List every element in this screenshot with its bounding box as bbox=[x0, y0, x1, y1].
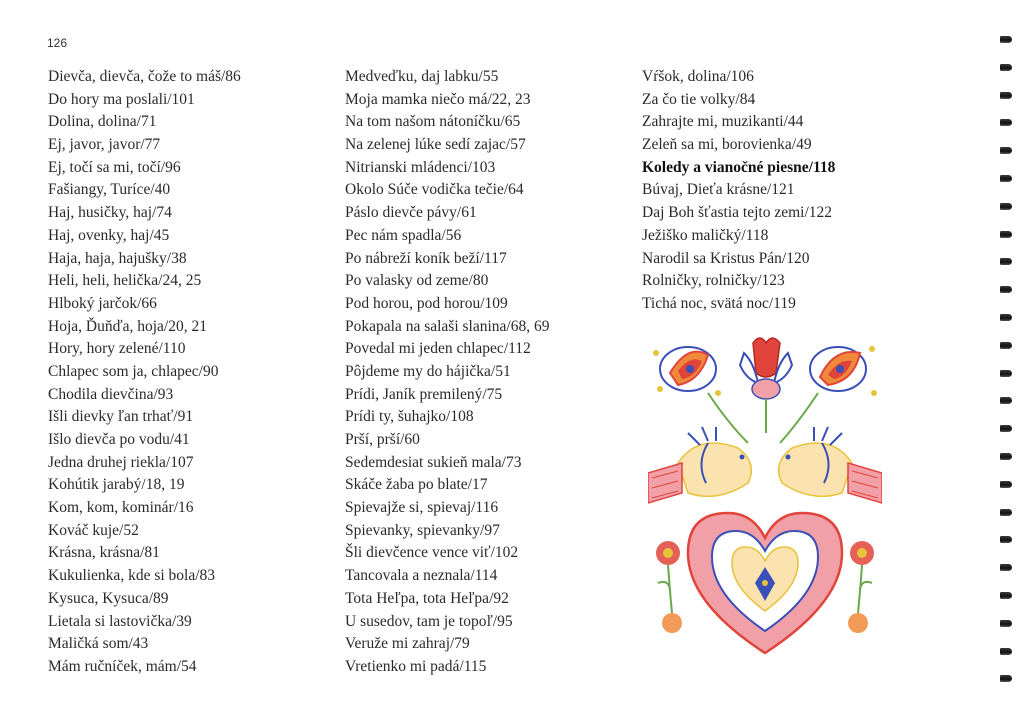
index-entry: Okolo Súče vodička tečie/64 bbox=[345, 181, 524, 199]
index-entry: Hory, hory zelené/110 bbox=[48, 340, 186, 358]
page-number: 126 bbox=[47, 36, 68, 50]
index-entry: Zeleň sa mi, borovienka/49 bbox=[642, 136, 812, 154]
index-column-2 bbox=[345, 66, 549, 679]
binding-ring-icon bbox=[1000, 203, 1012, 210]
index-entry: Veruže mi zahraj/79 bbox=[345, 635, 470, 653]
index-entry: Haj, ovenky, haj/45 bbox=[48, 226, 170, 244]
index-column-1 bbox=[48, 66, 241, 679]
index-entry: Ej, točí sa mi, točí/96 bbox=[48, 158, 181, 176]
index-entry: Prší, prší/60 bbox=[345, 431, 420, 448]
index-entry: Skáče žaba po blate/17 bbox=[345, 476, 488, 494]
index-entry: Tichá noc, svätá noc/119 bbox=[642, 294, 796, 312]
index-entry: Kom, kom, kominár/16 bbox=[48, 499, 194, 517]
index-entry: Tancovala a neznala/114 bbox=[345, 567, 498, 585]
left-bird-icon bbox=[648, 427, 751, 503]
binding-ring-icon bbox=[1000, 92, 1012, 99]
spiral-binding bbox=[994, 0, 1024, 725]
binding-ring-icon bbox=[1000, 147, 1012, 154]
index-entry: Kukulienka, kde si bola/83 bbox=[48, 567, 216, 585]
index-entry: Ježiško maličký/118 bbox=[642, 226, 769, 244]
index-entry: Ej, javor, javor/77 bbox=[48, 136, 161, 154]
index-entry: Dolina, dolina/71 bbox=[48, 113, 157, 131]
index-entry: Zahrajte mi, muzikanti/44 bbox=[642, 113, 804, 131]
binding-ring-icon bbox=[1000, 425, 1012, 432]
binding-ring-icon bbox=[1000, 564, 1012, 571]
index-entry: Kováč kuje/52 bbox=[48, 521, 139, 539]
index-entry: Tota Heľpa, tota Heľpa/92 bbox=[345, 589, 509, 607]
folk-ornament-illustration bbox=[648, 333, 882, 668]
index-entry: Lietala si lastovička/39 bbox=[48, 612, 192, 630]
index-entry: Do hory ma poslali/101 bbox=[48, 90, 195, 108]
index-entry: Medveďku, daj labku/55 bbox=[345, 68, 499, 85]
binding-ring-icon bbox=[1000, 119, 1012, 126]
top-right-flower-icon bbox=[810, 346, 877, 396]
heart-ornament-icon bbox=[688, 513, 842, 653]
index-entry: Chodila dievčina/93 bbox=[48, 385, 174, 403]
binding-ring-icon bbox=[1000, 675, 1012, 682]
index-entry: Spievajže si, spievaj/116 bbox=[345, 499, 499, 517]
binding-ring-icon bbox=[1000, 231, 1012, 238]
index-entry: Vŕšok, dolina/106 bbox=[642, 68, 754, 85]
binding-ring-icon bbox=[1000, 314, 1012, 321]
top-center-tulip-icon bbox=[740, 338, 792, 433]
index-entry: Hoja, Ďuňďa, hoja/20, 21 bbox=[48, 317, 207, 335]
index-entry: Mám ručníček, mám/54 bbox=[48, 657, 197, 675]
index-entry: Vretienko mi padá/115 bbox=[345, 657, 487, 675]
index-entry: Páslo dievče pávy/61 bbox=[345, 204, 477, 222]
index-entry: Dievča, dievča, čože to máš/86 bbox=[48, 68, 241, 85]
index-entry: Spievanky, spievanky/97 bbox=[345, 521, 500, 539]
index-entry: Išli dievky ľan trhať/91 bbox=[48, 408, 194, 426]
index-entry: Povedal mi jeden chlapec/112 bbox=[345, 340, 531, 358]
binding-ring-icon bbox=[1000, 175, 1012, 182]
index-entry: Hlboký jarčok/66 bbox=[48, 294, 157, 312]
index-entry: Daj Boh šťastia tejto zemi/122 bbox=[642, 204, 833, 222]
index-entry: Prídi, Janík premilený/75 bbox=[345, 385, 503, 403]
index-entry: U susedov, tam je topoľ/95 bbox=[345, 612, 513, 630]
binding-ring-icon bbox=[1000, 397, 1012, 404]
binding-ring-icon bbox=[1000, 481, 1012, 488]
index-entry: Pôjdeme my do hájička/51 bbox=[345, 362, 511, 380]
index-entry: Haj, husičky, haj/74 bbox=[48, 204, 172, 222]
binding-ring-icon bbox=[1000, 286, 1012, 293]
index-entry: Po valasky od zeme/80 bbox=[345, 272, 489, 290]
index-entry: Šli dievčence vence viť/102 bbox=[345, 544, 519, 562]
binding-ring-icon bbox=[1000, 36, 1012, 43]
index-entry: Po nábreží koník beží/117 bbox=[345, 249, 507, 267]
index-entry: Krásna, krásna/81 bbox=[48, 544, 160, 562]
index-entry: Pokapala na salaši slanina/68, 69 bbox=[345, 317, 550, 335]
right-bird-icon bbox=[779, 427, 882, 503]
index-entry: Išlo dievča po vodu/41 bbox=[48, 431, 190, 448]
index-entry: Maličká som/43 bbox=[48, 635, 149, 653]
index-entry: Sedemdesiat sukieň mala/73 bbox=[345, 453, 522, 471]
binding-ring-icon bbox=[1000, 453, 1012, 460]
binding-ring-icon bbox=[1000, 64, 1012, 71]
binding-ring-icon bbox=[1000, 258, 1012, 265]
index-entry: Kysuca, Kysuca/89 bbox=[48, 589, 169, 607]
index-entry: Narodil sa Kristus Pán/120 bbox=[642, 249, 810, 267]
top-left-flower-icon bbox=[653, 347, 721, 396]
binding-ring-icon bbox=[1000, 370, 1012, 377]
index-entry: Na tom našom nátoníčku/65 bbox=[345, 113, 521, 131]
index-entry: Chlapec som ja, chlapec/90 bbox=[48, 362, 219, 380]
index-entry: Koledy a vianočné piesne/118 bbox=[642, 158, 836, 176]
index-column-3 bbox=[642, 66, 835, 316]
binding-ring-icon bbox=[1000, 592, 1012, 599]
binding-ring-icon bbox=[1000, 536, 1012, 543]
index-entry: Fašiangy, Turíce/40 bbox=[48, 181, 171, 199]
binding-ring-icon bbox=[1000, 620, 1012, 627]
index-entry: Za čo tie volky/84 bbox=[642, 90, 756, 108]
index-entry: Haja, haja, hajušky/38 bbox=[48, 249, 187, 267]
folk-ornament-birds-heart-icon bbox=[648, 333, 882, 668]
binding-ring-icon bbox=[1000, 648, 1012, 655]
index-entry: Moja mamka niečo má/22, 23 bbox=[345, 90, 531, 108]
binding-ring-icon bbox=[1000, 342, 1012, 349]
binding-ring-icon bbox=[1000, 509, 1012, 516]
index-entry: Prídi ty, šuhajko/108 bbox=[345, 408, 474, 426]
index-entry: Kohútik jarabý/18, 19 bbox=[48, 476, 185, 494]
index-entry: Búvaj, Dieťa krásne/121 bbox=[642, 181, 795, 199]
index-entry: Pod horou, pod horou/109 bbox=[345, 294, 508, 312]
index-entry: Jedna druhej riekla/107 bbox=[48, 453, 194, 471]
index-entry: Nitrianski mládenci/103 bbox=[345, 158, 496, 176]
index-entry: Heli, heli, helička/24, 25 bbox=[48, 272, 202, 290]
index-entry: Pec nám spadla/56 bbox=[345, 226, 462, 244]
index-entry: Na zelenej lúke sedí zajac/57 bbox=[345, 136, 526, 154]
index-entry: Rolničky, rolničky/123 bbox=[642, 272, 785, 290]
